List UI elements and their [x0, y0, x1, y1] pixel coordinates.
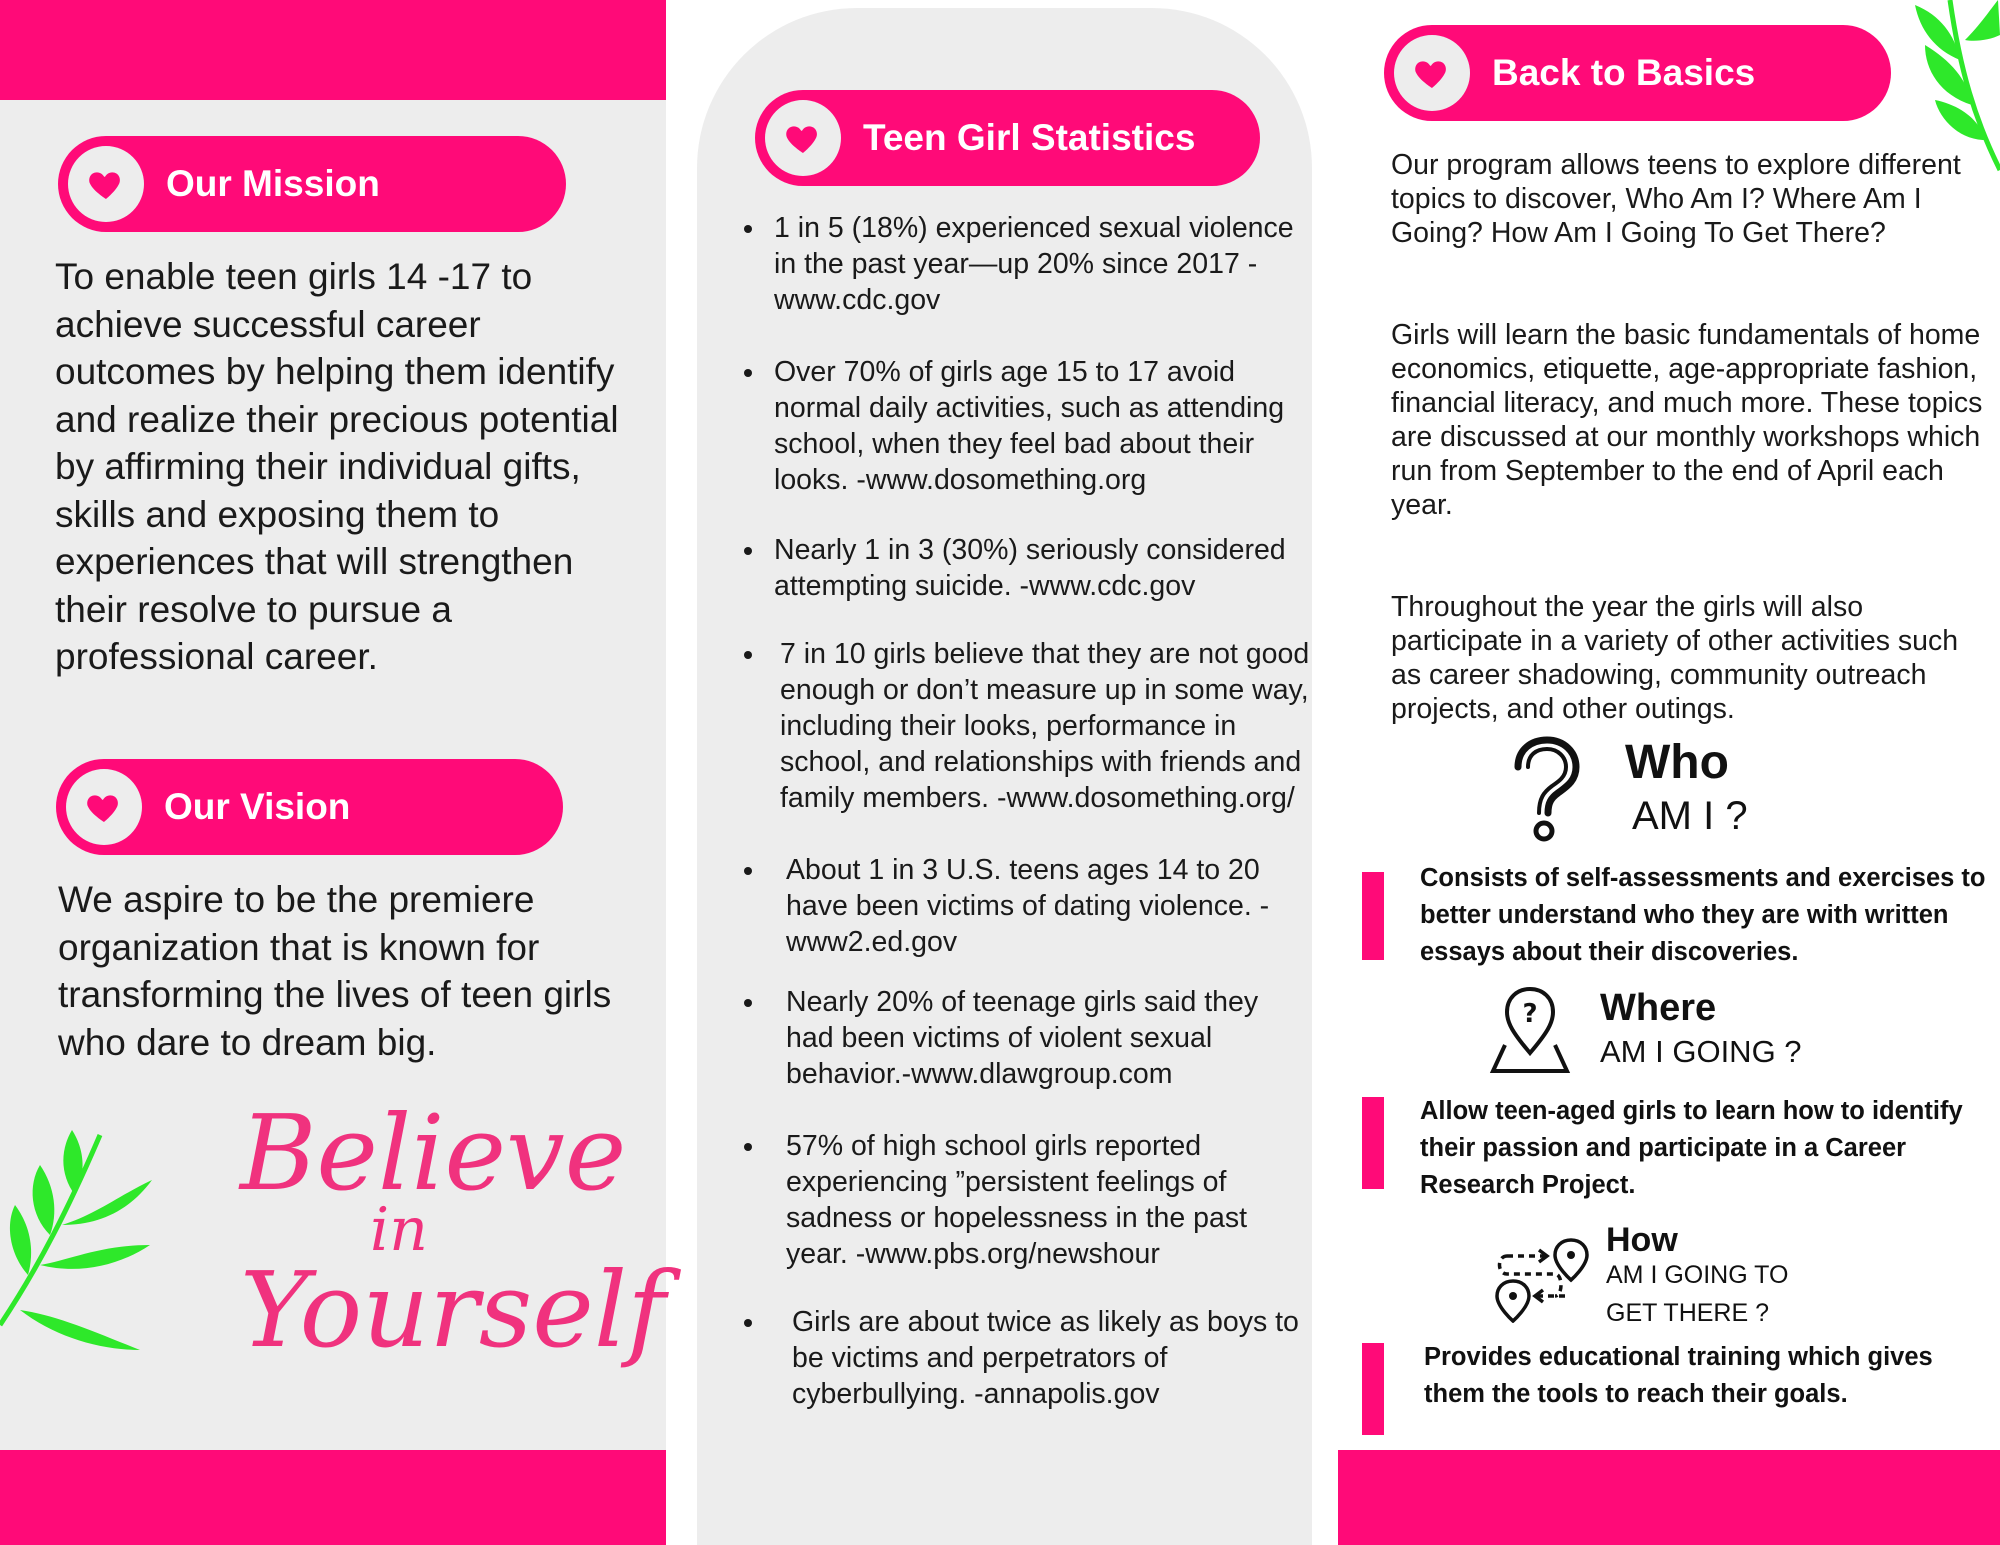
- list-item: 57% of high school girls reported experiencing ”persistent feelings of sadness or hopelessness in the past year. -www.pbs.org/newshour: [740, 1128, 1310, 1272]
- list-item: Nearly 20% of teenage girls said they had been victims of violent sexual behavior.-www.dlawgroup.com: [740, 984, 1310, 1092]
- basics-paragraph-1: Our program allows teens to explore different topics to discover, Who Am I? Where Am I Going? How Am I Going To Get There?: [1391, 149, 1961, 249]
- where-subheading: AM I GOING ?: [1600, 1034, 1802, 1069]
- slogan-line1: Believe: [240, 1092, 627, 1214]
- list-item: Nearly 1 in 3 (30%) seriously considered attempting suicide. -www.cdc.gov: [740, 532, 1310, 604]
- how-description: Provides educational training which gives them the tools to reach their goals.: [1424, 1343, 1933, 1408]
- bottom-accent-band: [1338, 1450, 2000, 1545]
- slogan-line2: in: [370, 1195, 428, 1265]
- where-marker: [1362, 1097, 1384, 1189]
- list-item: Girls are about twice as likely as boys to be victims and perpetrators of cyberbullying. -annapolis.gov: [740, 1304, 1310, 1412]
- basics-paragraph-2: Girls will learn the basic fundamentals of home economics, etiquette, age-appropriate fashion, financial literacy, and much more. These topics are discussed at our monthly workshops which run from September to the end of April each year.: [1391, 319, 1983, 521]
- mission-text: To enable teen girls 14 -17 to achieve successful career outcomes by helping them identify and realize their precious potential by affirming their individual gifts, skills and exposing them to experiences that will strengthen their resolve to pursue a professional career.: [55, 256, 619, 677]
- heart-icon: [765, 100, 841, 176]
- svg-text:?: ?: [1522, 999, 1538, 1029]
- route-icon: [1495, 1238, 1590, 1323]
- statistics-list: [740, 210, 1310, 1412]
- who-description: Consists of self-assessments and exercises to better understand who they are with written essays about their discoveries.: [1420, 864, 1986, 966]
- list-item: 7 in 10 girls believe that they are not good enough or don’t measure up in some way, including their looks, performance in school, and relationships with friends and family members. -www.dosomething.org/: [740, 636, 1310, 816]
- list-item: Over 70% of girls age 15 to 17 avoid normal daily activities, such as attending school, when they feel bad about their looks. -www.dosomething.org: [740, 354, 1310, 498]
- who-heading: Who: [1625, 736, 1729, 789]
- basics-title: Back to Basics: [1492, 52, 1756, 93]
- how-subheading-1: AM I GOING TO: [1606, 1261, 1789, 1289]
- mission-title: Our Mission: [166, 163, 380, 204]
- bottom-accent-band: [0, 1450, 666, 1545]
- top-accent-band: [0, 0, 666, 100]
- how-marker: [1362, 1343, 1384, 1435]
- where-heading: Where: [1600, 987, 1717, 1029]
- vision-text: We aspire to be the premiere organization that is known for transforming the lives of teen girls who dare to dream big.: [58, 879, 612, 1063]
- statistics-title: Teen Girl Statistics: [863, 117, 1196, 158]
- slogan-line3: Yourself: [240, 1249, 666, 1371]
- heart-icon: [1394, 35, 1470, 111]
- heart-icon: [68, 146, 144, 222]
- map-pin-icon: [1483, 985, 1577, 1077]
- question-mark-icon: [1508, 735, 1586, 845]
- list-item: About 1 in 3 U.S. teens ages 14 to 20 have been victims of dating violence. - www2.ed.gov: [740, 852, 1310, 960]
- how-heading: How: [1606, 1221, 1678, 1259]
- how-subheading-2: GET THERE ?: [1606, 1299, 1770, 1327]
- heart-icon: [66, 769, 142, 845]
- who-marker: [1362, 872, 1384, 960]
- mission-header: [58, 136, 566, 232]
- list-item: 1 in 5 (18%) experienced sexual violence in the past year—up 20% since 2017 - www.cdc.gov: [740, 210, 1310, 318]
- vision-header: [56, 759, 563, 855]
- vision-title: Our Vision: [164, 786, 351, 827]
- where-description: Allow teen-aged girls to learn how to identify their passion and participate in a Career Research Project.: [1420, 1097, 1963, 1199]
- statistics-header: [755, 90, 1260, 186]
- who-subheading: AM I ?: [1632, 794, 1748, 838]
- basics-paragraph-3: Throughout the year the girls will also participate in a variety of other activities such as career shadowing, community outreach projects, and other outings.: [1391, 591, 1959, 725]
- basics-header: [1384, 25, 1891, 121]
- leaf-icon: [0, 1115, 160, 1355]
